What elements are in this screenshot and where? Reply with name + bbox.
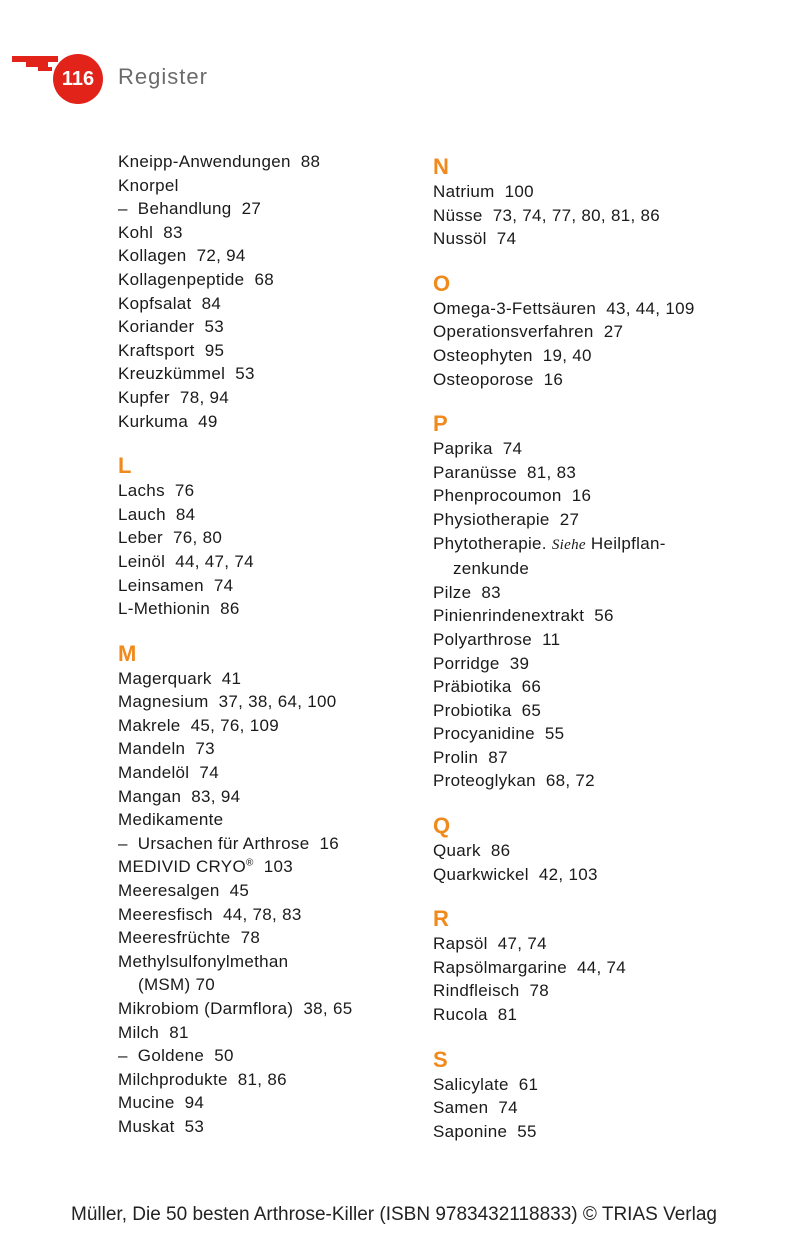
page-header (0, 0, 788, 120)
index-entry: Kollagenpeptide 68 (118, 269, 274, 289)
index-group-k (118, 150, 418, 433)
index-entry: Makrele 45, 76, 109 (118, 715, 279, 735)
index-letter-o: O (433, 270, 451, 296)
index-entry: Leinsamen 74 (118, 575, 234, 595)
index-entry-continuation: zenkunde (453, 559, 530, 579)
index-letter-l: L (118, 453, 132, 479)
index-entry: Pinienrindenextrakt 56 (433, 606, 614, 626)
index-group-r (433, 932, 763, 1026)
index-entry: Magerquark 41 (118, 668, 242, 688)
page-number-badge: 116 (53, 54, 103, 104)
index-entry: Kneipp-Anwendungen 88 (118, 152, 321, 171)
index-entry: Milch 81 (118, 1022, 189, 1042)
index-entry: Proteoglykan 68, 72 (433, 771, 595, 791)
index-entry: Lauch 84 (118, 504, 196, 524)
index-entry: Meeresfisch 44, 78, 83 (118, 904, 302, 924)
index-entry: Natrium 100 (433, 182, 534, 201)
index-letter-q: Q (433, 813, 451, 839)
index-entry: Kohl 83 (118, 222, 183, 242)
index-entry: Mikrobiom (Darmflora) 38, 65 (118, 999, 353, 1018)
index-entry: Operationsverfahren 27 (433, 322, 624, 342)
index-entry-medivid: MEDIVID CRYO® 103 (118, 857, 293, 877)
index-entry: Osteophyten 19, 40 (433, 345, 592, 365)
index-group-m-b (118, 879, 418, 973)
index-group-q (433, 839, 763, 886)
index-entry: Mandelöl 74 (118, 763, 219, 783)
index-entry: Quark 86 (433, 841, 511, 861)
index-entry: – Ursachen für Arthrose 16 (118, 833, 340, 853)
index-group-o (433, 297, 763, 391)
index-letter-p: P (433, 411, 448, 437)
index-entry-phytotherapie: Phytotherapie. Siehe Heilpflan- (433, 533, 666, 553)
index-entry: Kreuzkümmel 53 (118, 364, 255, 384)
index-entry: Leber 76, 80 (118, 528, 223, 548)
index-entry: Paprika 74 (433, 439, 523, 459)
index-entry: Methylsulfonylmethan (118, 951, 289, 971)
index-entry: – Goldene 50 (118, 1046, 234, 1066)
index-group-m-c (118, 997, 418, 1139)
index-entry: Medikamente (118, 810, 224, 830)
index-entry: Leinöl 44, 47, 74 (118, 551, 254, 571)
header-tab-decoration (38, 67, 52, 71)
index-entry: Muskat 53 (118, 1116, 205, 1136)
index-entry: – Behandlung 27 (118, 199, 262, 219)
index-entry: Quarkwickel 42, 103 (433, 864, 598, 884)
index-entry: Rindfleisch 78 (433, 981, 550, 1001)
index-entry: L-Methionin 86 (118, 599, 240, 619)
index-group-m-a (118, 667, 418, 856)
index-entry: Porridge 39 (433, 653, 530, 673)
index-entry-continuation: (MSM) 70 (138, 975, 216, 995)
index-entry: Pilze 83 (433, 582, 501, 602)
index-entry: Physiotherapie 27 (433, 509, 580, 529)
index-entry: Meeresalgen 45 (118, 881, 250, 901)
index-entry: Samen 74 (433, 1098, 518, 1118)
index-entry: Magnesium 37, 38, 64, 100 (118, 692, 337, 712)
index-group-s (433, 1073, 763, 1144)
index-entry: Osteoporose 16 (433, 369, 564, 389)
index-entry: Paranüsse 81, 83 (433, 462, 577, 482)
index-column-left (118, 150, 418, 1139)
index-entry: Nüsse 73, 74, 77, 80, 81, 86 (433, 205, 661, 225)
index-entry: Saponine 55 (433, 1121, 537, 1141)
index-group-n (433, 180, 763, 251)
index-entry: Nussöl 74 (433, 229, 517, 249)
copyright-footer: Müller, Die 50 besten Arthrose-Killer (ISBN 9783432118833) © TRIAS Verlag (71, 1204, 717, 1225)
index-entry: Procyanidine 55 (433, 724, 565, 744)
index-entry: Kraftsport 95 (118, 340, 225, 360)
index-entry: Präbiotika 66 (433, 677, 542, 697)
index-entry: Polyarthrose 11 (433, 629, 561, 649)
index-entry: Rucola 81 (433, 1005, 518, 1025)
section-title: Register (118, 64, 208, 89)
index-entry: Kopfsalat 84 (118, 293, 222, 313)
index-entry: Milchprodukte 81, 86 (118, 1069, 287, 1089)
index-entry: Mangan 83, 94 (118, 786, 241, 806)
index-letter-r: R (433, 906, 449, 932)
index-entry: Kollagen 72, 94 (118, 246, 246, 266)
index-entry: Mandeln 73 (118, 739, 215, 759)
index-letter-s: S (433, 1046, 448, 1072)
index-entry: Rapsölmargarine 44, 74 (433, 957, 627, 977)
index-column-right (433, 150, 763, 1143)
index-group-p-a (433, 437, 763, 531)
index-letter-n: N (433, 154, 449, 179)
index-entry: Meeresfrüchte 78 (118, 928, 261, 948)
index-entry: Phenprocoumon 16 (433, 486, 592, 506)
index-entry: Lachs 76 (118, 481, 195, 501)
index-entry: Knorpel (118, 175, 179, 195)
index-group-l (118, 479, 418, 621)
index-entry: Mucine 94 (118, 1093, 205, 1113)
index-letter-m: M (118, 640, 137, 666)
index-entry: Omega-3-Fettsäuren 43, 44, 109 (433, 298, 695, 318)
index-entry: Koriander 53 (118, 317, 224, 337)
index-entry: Prolin 87 (433, 747, 508, 767)
index-entry: Rapsöl 47, 74 (433, 934, 547, 954)
index-entry: Kurkuma 49 (118, 411, 218, 431)
index-entry: Probiotika 65 (433, 700, 542, 720)
index-entry: Salicylate 61 (433, 1074, 539, 1094)
index-group-p-b (433, 581, 763, 793)
index-entry: Kupfer 78, 94 (118, 387, 229, 407)
